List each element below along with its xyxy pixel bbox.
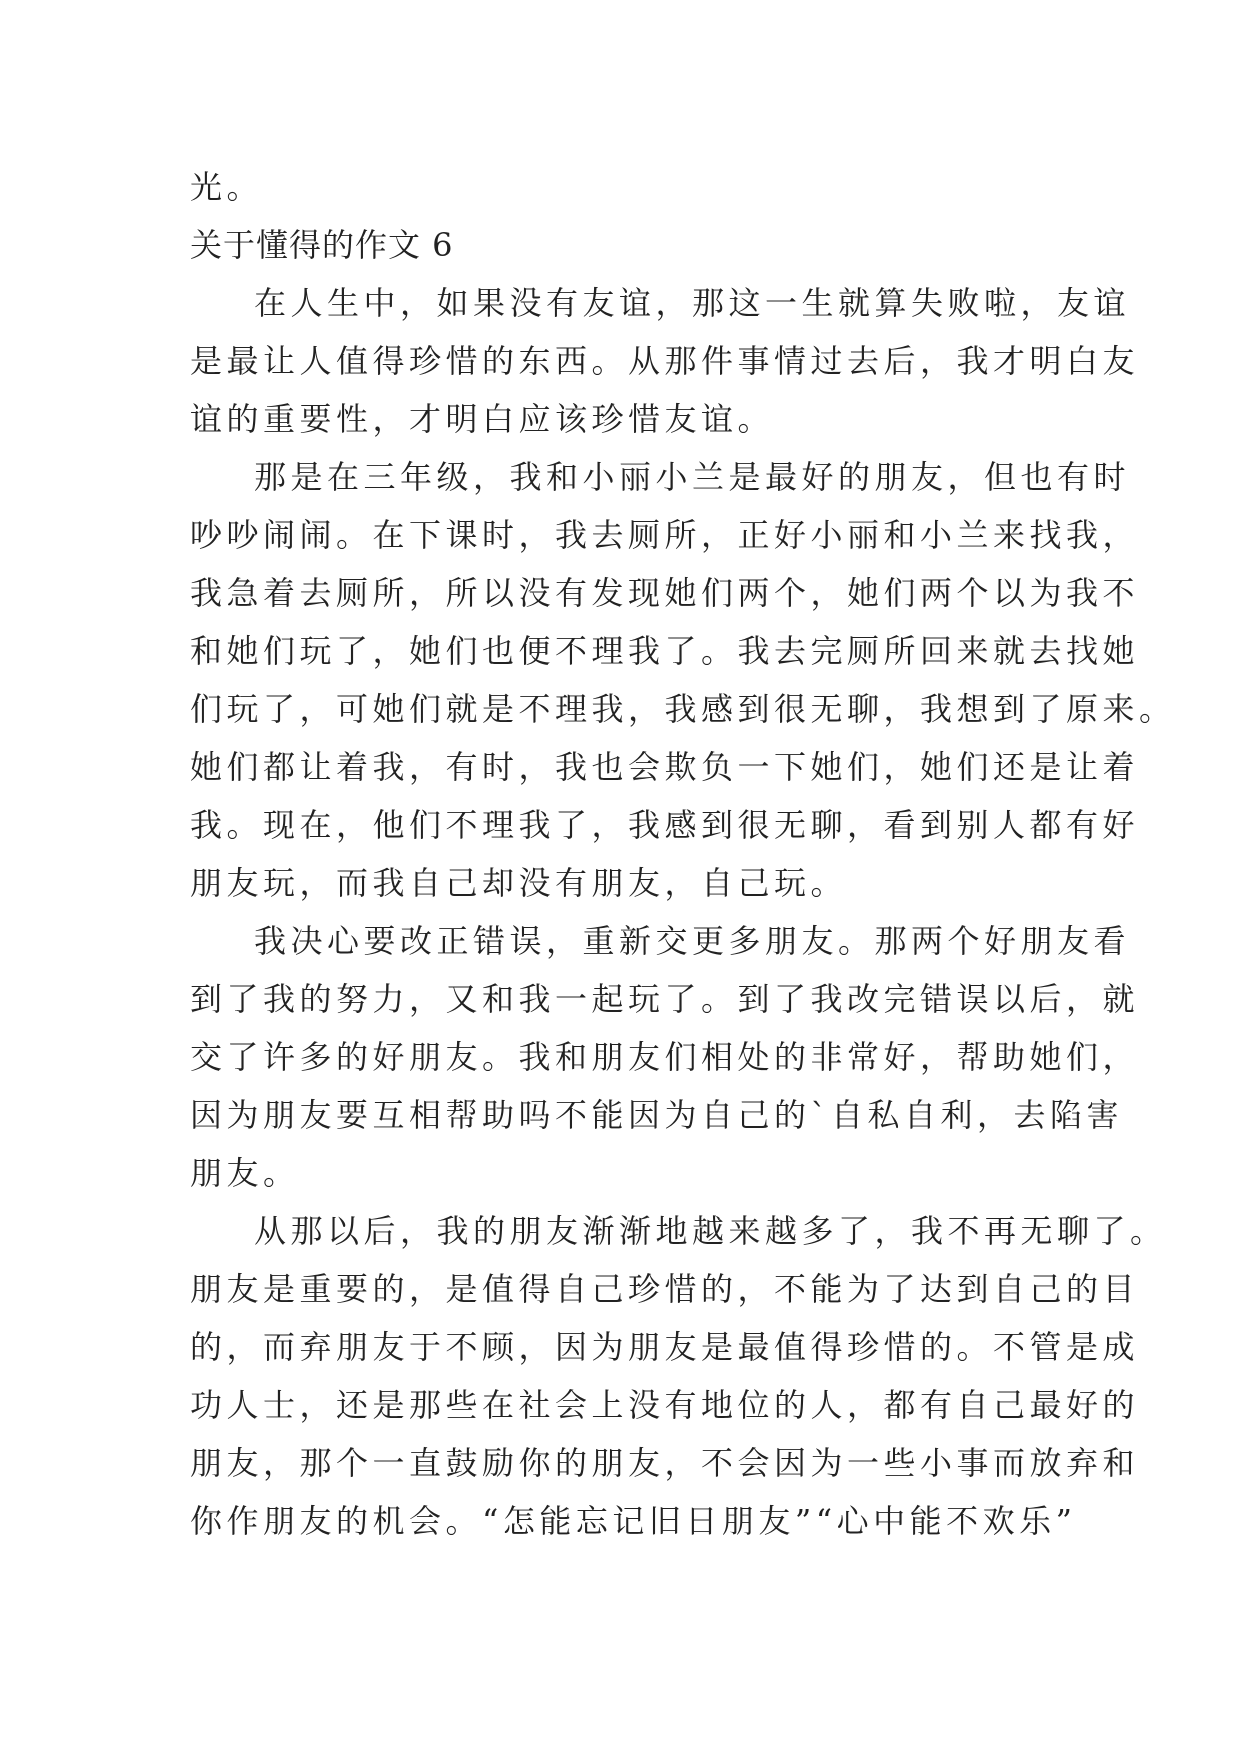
- paragraph-2: [190, 448, 1176, 912]
- paragraph-line: 在人生中，如果没有友谊，那这一生就算失败啦，友谊: [254, 284, 1131, 322]
- paragraph-line: 吵吵闹闹。在下课时，我去厕所，正好小丽和小兰来找我，: [190, 516, 1140, 554]
- paragraph-line: 朋友，那个一直鼓励你的朋友，不会因为一些小事而放弃和: [190, 1444, 1140, 1482]
- essay-body: [190, 158, 1176, 1550]
- paragraph-line: 我急着去厕所，所以没有发现她们两个，她们两个以为我不: [190, 574, 1140, 612]
- paragraph-3: [190, 912, 1140, 1202]
- paragraph-line: 功人士，还是那些在社会上没有地位的人，都有自己最好的: [190, 1386, 1140, 1424]
- paragraph-line: 和她们玩了，她们也便不理我了。我去完厕所回来就去找她: [190, 632, 1140, 670]
- paragraph-1: [190, 274, 1140, 448]
- paragraph-line: 从那以后，我的朋友渐渐地越来越多了，我不再无聊了。: [254, 1212, 1167, 1250]
- paragraph-4: [190, 1202, 1167, 1550]
- paragraph-line: 你作朋友的机会。“怎能忘记旧日朋友”“心中能不欢乐”: [190, 1502, 1077, 1540]
- paragraph-line: 我决心要改正错误，重新交更多朋友。那两个好朋友看: [254, 922, 1131, 960]
- carryover-line: 光。: [190, 168, 264, 206]
- paragraph-line: 交了许多的好朋友。我和朋友们相处的非常好，帮助她们，: [190, 1038, 1140, 1076]
- paragraph-line: 谊的重要性，才明白应该珍惜友谊。: [190, 400, 775, 438]
- paragraph-line: 朋友。: [190, 1154, 300, 1192]
- paragraph-line: 她们都让着我，有时，我也会欺负一下她们，她们还是让着: [190, 748, 1140, 786]
- paragraph-line: 们玩了，可她们就是不理我，我感到很无聊，我想到了原来。: [190, 690, 1176, 728]
- essay-heading: 关于懂得的作文 6: [190, 226, 454, 264]
- paragraph-line: 朋友是重要的，是值得自己珍惜的，不能为了达到自己的目: [190, 1270, 1140, 1308]
- paragraph-line: 是最让人值得珍惜的东西。从那件事情过去后，我才明白友: [190, 342, 1140, 380]
- paragraph-line: 的，而弃朋友于不顾，因为朋友是最值得珍惜的。不管是成: [190, 1328, 1140, 1366]
- paragraph-line: 因为朋友要互相帮助吗不能因为自己的`自私自利，去陷害: [190, 1096, 1124, 1134]
- paragraph-line: 那是在三年级，我和小丽小兰是最好的朋友，但也有时: [254, 458, 1131, 496]
- paragraph-line: 朋友玩，而我自己却没有朋友，自己玩。: [190, 864, 848, 902]
- paragraph-line: 我。现在，他们不理我了，我感到很无聊，看到别人都有好: [190, 806, 1140, 844]
- paragraph-line: 到了我的努力，又和我一起玩了。到了我改完错误以后，就: [190, 980, 1140, 1018]
